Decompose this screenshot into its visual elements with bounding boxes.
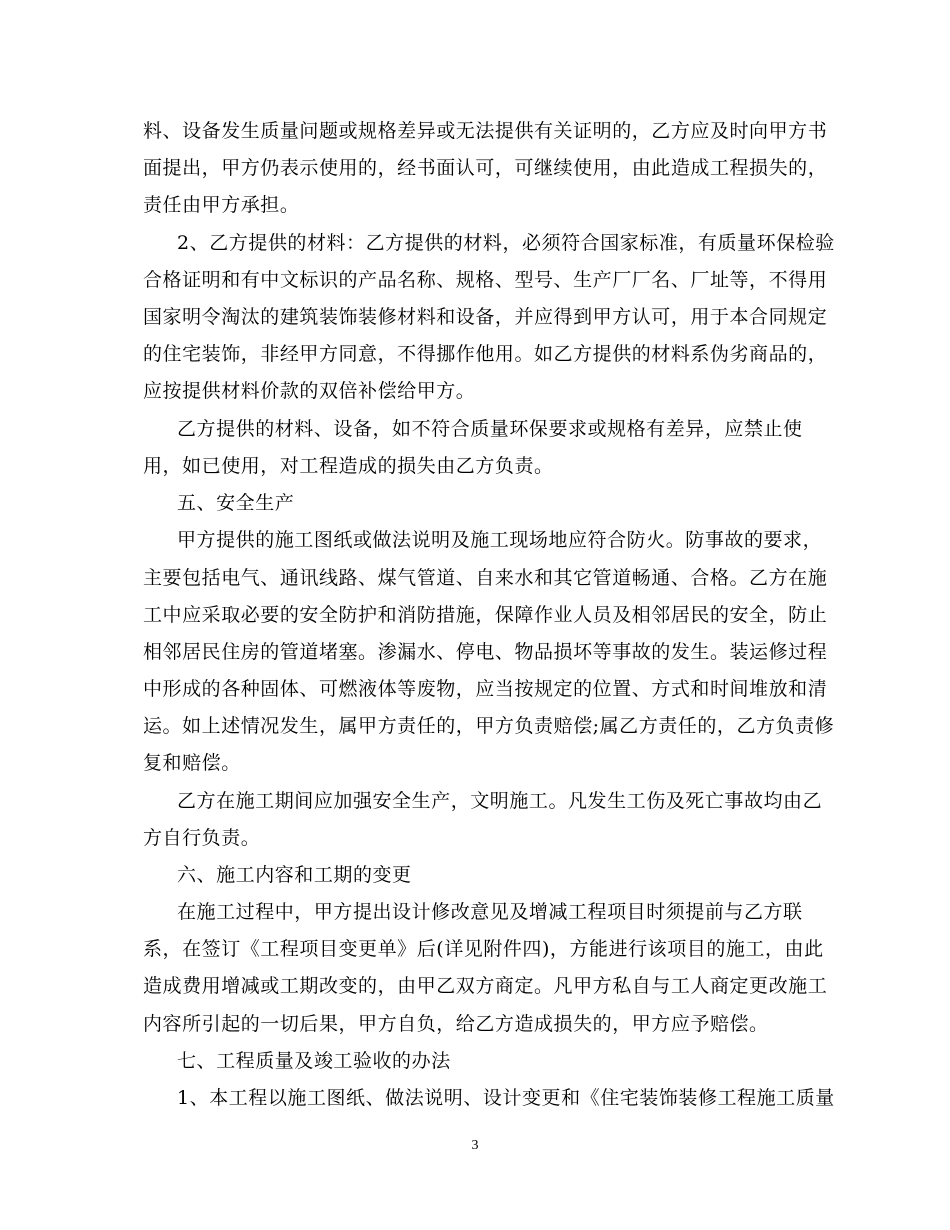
text-line: 1、本工程以施工图纸、做法说明、设计变更和《住宅装饰装修工程施工质量 xyxy=(177,1087,835,1109)
text-line: 面提出，甲方仍表示使用的，经书面认可，可继续使用，由此造成工程损失的， xyxy=(143,157,828,179)
text-line: 合格证明和有中文标识的产品名称、规格、型号、生产厂厂名、厂址等，不得用 xyxy=(143,269,828,291)
text-line: 的住宅装饰，非经甲方同意，不得挪作他用。如乙方提供的材料系伪劣商品的， xyxy=(143,343,828,365)
text-line: 甲方提供的施工图纸或做法说明及施工现场地应符合防火。防事故的要求， xyxy=(177,529,823,551)
text-line: 相邻居民住房的管道堵塞。渗漏水、停电、物品损坏等事故的发生。装运修过程 xyxy=(143,641,828,663)
text-line: 运。如上述情况发生，属甲方责任的，甲方负责赔偿;属乙方责任的，乙方负责修 xyxy=(143,715,835,737)
section-heading: 五、安全生产 xyxy=(177,492,295,514)
text-line: 主要包括电气、通讯线路、煤气管道、自来水和其它管道畅通、合格。乙方在施 xyxy=(143,567,828,589)
text-line: 料、设备发生质量问题或规格差异或无法提供有关证明的，乙方应及时向甲方书 xyxy=(143,120,828,142)
text-line: 乙方在施工期间应加强安全生产，文明施工。凡发生工伤及死亡事故均由乙 xyxy=(177,790,823,812)
text-line: 内容所引起的一切后果，甲方自负，给乙方造成损失的，甲方应予赔偿。 xyxy=(143,1013,769,1035)
text-line: 系，在签订《工程项目变更单》后(详见附件四)，方能进行该项目的施工，由此 xyxy=(143,938,824,960)
text-line: 国家明令淘汰的建筑装饰装修材料和设备，并应得到甲方认可，用于本合同规定 xyxy=(143,306,828,328)
text-line: 用，如已使用，对工程造成的损失由乙方负责。 xyxy=(143,455,554,477)
text-line: 复和赔偿。 xyxy=(143,752,241,774)
text-line: 在施工过程中，甲方提出设计修改意见及增减工程项目时须提前与乙方联 xyxy=(177,901,803,923)
text-line: 应按提供材料价款的双倍补偿给甲方。 xyxy=(143,380,476,402)
section-heading: 六、施工内容和工期的变更 xyxy=(177,864,412,886)
text-line: 造成费用增减或工期改变的，由甲乙双方商定。凡甲方私自与工人商定更改施工 xyxy=(143,975,828,997)
text-line: 2、乙方提供的材料：乙方提供的材料，必须符合国家标准，有质量环保检验 xyxy=(177,232,835,254)
text-line: 责任由甲方承担。 xyxy=(143,194,300,216)
text-line: 乙方提供的材料、设备，如不符合质量环保要求或规格有差异，应禁止使 xyxy=(177,418,803,440)
text-line: 工中应采取必要的安全防护和消防措施，保障作业人员及相邻居民的安全，防止 xyxy=(143,604,828,626)
text-line: 中形成的各种固体、可燃液体等废物，应当按规定的位置、方式和时间堆放和清 xyxy=(143,678,828,700)
section-heading: 七、工程质量及竣工验收的办法 xyxy=(177,1050,451,1072)
text-line: 方自行负责。 xyxy=(143,827,261,849)
page-number: 3 xyxy=(471,1138,479,1153)
